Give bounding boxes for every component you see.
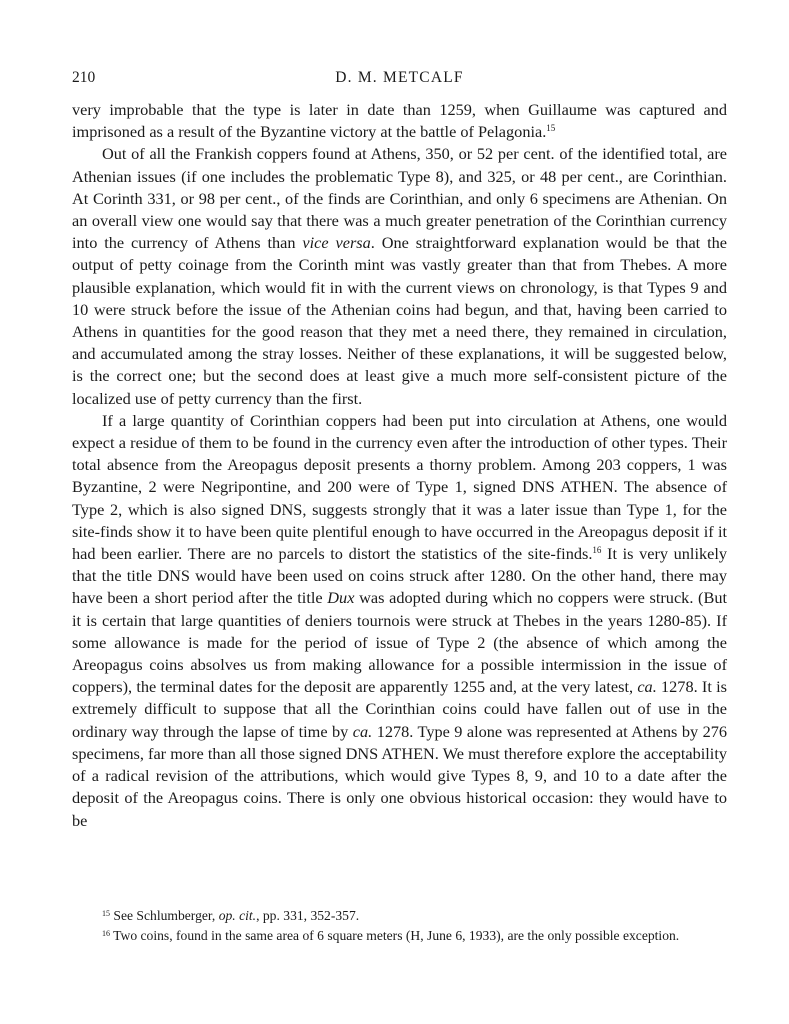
footnote-16 xyxy=(72,926,727,946)
footnotes xyxy=(72,906,727,945)
body-text xyxy=(72,99,727,832)
paragraph-3-text-a: If a large quantity of Corinthian coppers had been put into circulation at Athens, one would expect a residue of them to be found in the currency even after the introduction of other types. Their total absence from the Areopagus deposit presents a thorny problem. Among 203 coppers, 1 was Byzantine, 2 were Negripontine, and 200 were of Type 1, signed DNS ATHEN. The absence of Type 2, which is also signed DNS, suggests strongly that it was a later issue than Type 1, for the site-finds show it to have been quite plentiful enough to have occurred in the Areopagus deposit if it had been earlier. There are no parcels to distort the statistics of the site-finds. xyxy=(72,410,727,564)
footnote-ref-15: 15 xyxy=(546,123,556,134)
footnote-16-text: Two coins, found in the same area of 6 square meters (H, June 6, 1933), are the only possible exception. xyxy=(110,927,680,943)
page-number: 210 xyxy=(72,69,96,86)
paragraph-1 xyxy=(72,99,727,143)
paragraph-3-text-d: 1278. It is extremely difficult to suppose that all the Corinthian coins could have fallen out of use in the ordinary way through the lapse of time by xyxy=(72,677,727,741)
paragraph-1-text: very improbable that the type is later in date than 1259, when Guillaume was captured and imprisoned as a result of the Byzantine victory at the battle of Pelagonia. xyxy=(72,100,727,142)
footnote-15-text-b: , pp. 331, 352-357. xyxy=(256,908,360,923)
paragraph-3-text-b: It is very unlikely that the title DNS would have been used on coins struck after 1280. On the other hand, there may have been a short period after the title xyxy=(72,544,728,608)
paragraph-2-text-b: . One straightforward explanation would be that the output of petty coinage from the Corinth mint was vastly greater than that from Thebes. A more plausible explanation, which would fit in with the current views on chronology, is that Types 9 and 10 were struck before the issue of the Athenian coins had begun, and that, having been carried to Athens in quantities for the good reason that they met a need there, they remained in circulation, and accumulated among the stray losses. Neither of these explanations, it will be suggested below, is the correct one; but the second does at least give a much more self-consistent picture of the localized use of petty currency than the first. xyxy=(72,233,727,408)
footnote-15 xyxy=(72,906,727,926)
page-header xyxy=(72,66,727,90)
paragraph-3-text-c: was adopted during which no coppers were struck. (But it is certain that large quantities of deniers tournois were struck at Thebes in the years 1280-85). If some allowance is made for the period of issue of Type 2 (the absence of which among the Areopagus coins absolves us from making allowance for a possible intermission in the issue of coppers), the terminal dates for the deposit are apparently 1255 and, at the very latest, xyxy=(72,588,728,697)
paragraph-3-italic-dux: Dux xyxy=(327,588,355,608)
footnote-15-italic: op. cit. xyxy=(218,908,257,923)
footnote-15-text-a: See Schlumberger, xyxy=(110,908,219,923)
running-head: D. M. METCALF xyxy=(335,69,464,86)
paragraph-3-text-e: 1278. Type 9 alone was represented at Athens by 276 specimens, far more than all those signed DNS ATHEN. We must therefore explore the acceptability of a radical revision of the attributions, which would give Types 8, 9, and 10 to a date after the deposit of the Areopagus coins. There is only one obvious historical occasion: they would have to be xyxy=(72,721,727,830)
footnote-ref-16: 16 xyxy=(592,545,602,556)
footnote-15-number: 15 xyxy=(102,909,110,918)
paragraph-2 xyxy=(72,143,727,409)
footnote-16-number: 16 xyxy=(102,928,110,938)
paragraph-2-text-a: Out of all the Frankish coppers found at Athens, 350, or 52 per cent. of the identified total, are Athenian issues (if one includes the problematic Type 8), and 325, or 48 per cent., are Corinthian. At Corinth 331, or 98 per cent., of the finds are Corinthian, and only 6 specimens are Athenian. On an overall view one would say that there was a much greater penetration of the Corinthian currency into the currency of Athens than xyxy=(72,144,727,253)
paragraph-3-italic-ca-2: ca. xyxy=(352,721,373,741)
paragraph-2-italic: vice versa xyxy=(302,233,371,253)
paragraph-3-italic-ca-1: ca. xyxy=(637,677,657,697)
paragraph-3 xyxy=(72,410,727,832)
